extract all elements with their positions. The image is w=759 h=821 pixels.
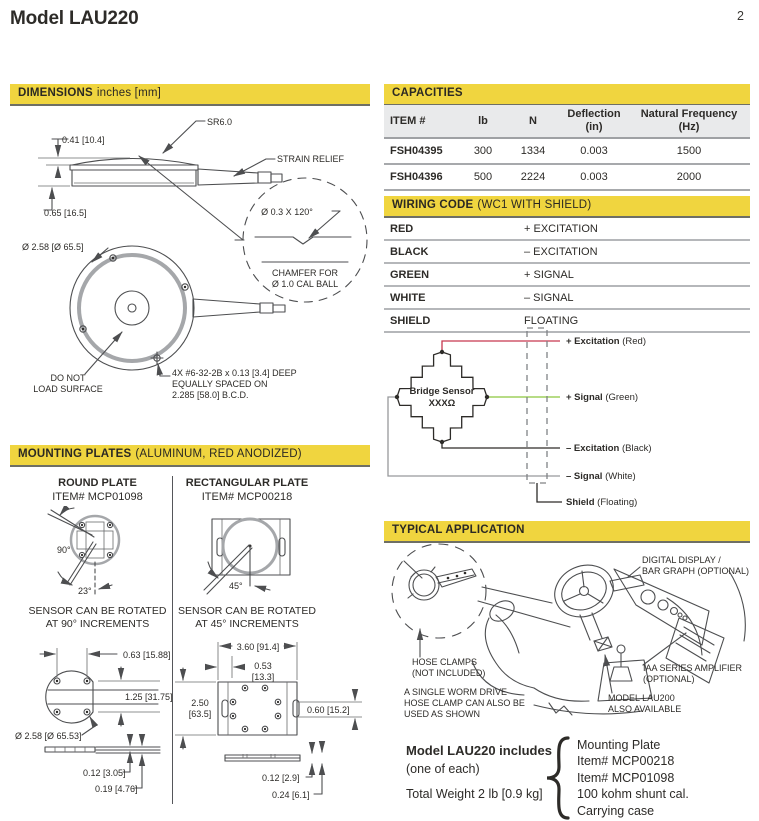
clamp-detail-bubble <box>392 544 486 638</box>
shield-outline <box>527 328 547 483</box>
rect-plate-drawing <box>195 506 355 606</box>
rect-dim-offset-2: [13.3] <box>251 672 275 682</box>
holes-note-3: 2.285 [58.0] B.C.D. <box>172 390 249 400</box>
table-row: GREEN + SIGNAL <box>384 264 750 287</box>
round-dim-spacing: 0.63 [15.88] <box>123 650 171 660</box>
col-frequency: Natural Frequency (Hz) <box>640 108 738 133</box>
section-title: WIRING CODE <box>392 199 474 211</box>
includes-title: Model LAU220 includes <box>406 743 552 758</box>
label-lau200-2: ALSO AVAILABLE <box>608 704 682 714</box>
rect-dim-slot: 0.60 [15.2] <box>307 705 350 715</box>
label-shield: Shield (Floating) <box>566 497 638 508</box>
includes-weight: Total Weight 2 lb [0.9 kg] <box>406 787 543 801</box>
table-row: FSH04396 500 2224 0.003 2000 <box>384 165 750 191</box>
dim-diameter: Ø 2.58 [Ø 65.5] <box>22 242 84 252</box>
label-pos-signal: + Signal (Green) <box>566 392 639 403</box>
page-number: 2 <box>737 9 744 23</box>
rect-dim-thick2: 0.24 [6.1] <box>272 790 310 800</box>
bridge-name-1: Bridge Sensor <box>409 386 475 397</box>
label-clamps-2: (NOT INCLUDED) <box>412 668 486 678</box>
round-angle-23: 23° <box>78 586 92 596</box>
col-item: ITEM # <box>390 115 426 127</box>
rect-dim-offset-1: 0.53 <box>254 661 272 671</box>
plate-dimensions-drawing <box>10 640 370 820</box>
chamfer-2: Ø 1.0 CAL BALL <box>271 279 339 289</box>
label-amp-2: (OPTIONAL) <box>643 674 695 684</box>
section-title: CAPACITIES <box>392 87 463 99</box>
section-bar-capacities <box>384 84 750 106</box>
round-plate-item: ITEM# MCP01098 <box>52 491 143 503</box>
label-display-2: BAR GRAPH (OPTIONAL) <box>642 566 749 576</box>
table-row: SHIELD FLOATING <box>384 310 750 333</box>
col-deflection: Deflection (in) <box>567 108 621 133</box>
table-row: FSH04395 300 1334 0.003 1500 <box>384 139 750 165</box>
section-title: MOUNTING PLATES <box>18 448 132 460</box>
includes-subtitle: (one of each) <box>406 762 480 776</box>
round-dim-thick2: 0.19 [4.76] <box>95 784 138 794</box>
includes-block <box>384 735 750 821</box>
holes-note-1: 4X #6-32-2B x 0.13 [3.4] DEEP <box>172 368 297 378</box>
bridge-wiring-diagram <box>384 326 749 516</box>
do-not-load-1: DO NOT <box>50 373 86 383</box>
dim-cap-height: 0.41 [10.4] <box>62 135 105 145</box>
bridge-name-2: XXXΩ <box>428 398 456 409</box>
section-bar-application <box>384 521 750 543</box>
detail-notch: Ø 0.3 X 120° <box>261 207 313 217</box>
chamfer-detail <box>235 178 367 302</box>
round-angle-90: 90° <box>57 545 71 555</box>
list-item: 100 kohm shunt cal. <box>577 787 689 802</box>
list-item: Item# MCP00218 <box>577 754 675 769</box>
page-title: Model LAU220 <box>10 8 139 29</box>
round-dim-pitch: 1.25 [31.75] <box>125 692 173 702</box>
wiring-table <box>384 218 750 333</box>
round-dim-thick1: 0.12 [3.05] <box>83 768 126 778</box>
label-lau200-1: MODEL LAU200 <box>608 693 675 703</box>
list-item: Mounting Plate <box>577 738 661 752</box>
label-worm-3: USED AS SHOWN <box>404 709 481 719</box>
rect-dim-height-1: 2.50 <box>191 698 209 708</box>
label-amp-1: IAA SERIES AMPLIFIER <box>643 663 743 673</box>
rect-plate-screws <box>230 685 281 732</box>
includes-list <box>577 737 689 819</box>
rect-plate-title: RECTANGULAR PLATE <box>185 477 309 489</box>
round-plate-note: SENSOR CAN BE ROTATED AT 90° INCREMENTS <box>28 605 167 630</box>
dim-strain-relief: STRAIN RELIEF <box>277 154 345 164</box>
chamfer-1: CHAMFER FOR <box>272 268 338 278</box>
section-bar-wiring <box>384 196 750 218</box>
round-plate-drawing <box>20 506 170 606</box>
brace-icon <box>542 735 574 821</box>
dim-sr: SR6.0 <box>207 117 233 127</box>
section-title: DIMENSIONS <box>18 87 93 99</box>
do-not-load-2: LOAD SURFACE <box>33 384 103 394</box>
section-note: (ALUMINUM, RED ANODIZED) <box>135 448 302 460</box>
holes-note-2: EQUALLY SPACED ON <box>172 379 268 389</box>
table-row: BLACK – EXCITATION <box>384 241 750 264</box>
label-display-1: DIGITAL DISPLAY / <box>642 555 721 565</box>
section-bar-mounting <box>10 445 370 467</box>
section-bar-dimensions <box>10 84 370 106</box>
list-item: Item# MCP01098 <box>577 770 675 785</box>
rect-plate-item: ITEM# MCP00218 <box>201 491 293 503</box>
capacities-table <box>384 105 750 191</box>
col-n: N <box>529 115 537 127</box>
label-worm-2: HOSE CLAMP CAN ALSO BE <box>404 698 525 708</box>
list-item: Carrying case <box>577 803 655 818</box>
round-plate-profile <box>45 747 160 753</box>
label-worm-1: A SINGLE WORM DRIVE <box>404 687 508 697</box>
capacities-header-row <box>384 105 750 139</box>
section-note: (WC1 WITH SHIELD) <box>477 199 592 211</box>
label-neg-signal: – Signal (White) <box>566 471 636 482</box>
rect-plate-profile <box>225 754 300 761</box>
rect-angle-45: 45° <box>229 581 243 591</box>
round-dim-diameter: Ø 2.58 [Ø 65.53] <box>15 731 82 741</box>
rect-dim-thick1: 0.12 [2.9] <box>262 773 300 783</box>
dimensions-drawing <box>10 106 370 406</box>
rect-plate-dims <box>175 642 362 800</box>
dim-total-height: 0.65 [16.5] <box>44 208 87 218</box>
round-plate-title: ROUND PLATE <box>58 477 137 489</box>
col-lb: lb <box>478 115 488 127</box>
top-view <box>22 242 297 400</box>
label-pos-excitation: + Excitation (Red) <box>566 336 646 347</box>
typical-application-drawing <box>384 543 749 735</box>
table-row: WHITE – SIGNAL <box>384 287 750 310</box>
cockpit-sketch <box>472 556 745 715</box>
rect-dim-height-2: [63.5] <box>188 709 212 719</box>
table-row: RED + EXCITATION <box>384 218 750 241</box>
section-title: TYPICAL APPLICATION <box>392 524 525 536</box>
label-neg-excitation: – Excitation (Black) <box>566 443 652 454</box>
label-clamps-1: HOSE CLAMPS <box>412 657 478 667</box>
section-note: inches [mm] <box>96 87 162 99</box>
rect-dim-width: 3.60 [91.4] <box>236 642 280 652</box>
rect-plate-note: SENSOR CAN BE ROTATED AT 45° INCREMENTS <box>178 605 316 630</box>
round-plate-dims <box>15 648 173 794</box>
